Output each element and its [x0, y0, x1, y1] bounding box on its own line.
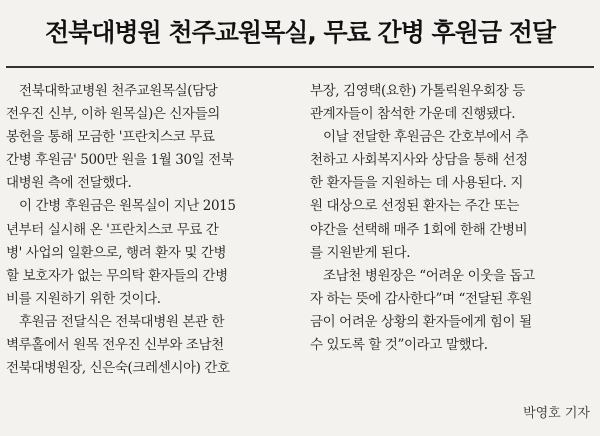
- article-line: 천하고 사회복지사와 상담을 통해 선정: [310, 152, 528, 169]
- article-line: 벽루홀에서 원목 전우진 신부와 조남천: [6, 337, 224, 354]
- article-line: 후원금 전달식은 전북대병원 본관 한: [19, 313, 225, 330]
- article-column-right: [310, 80, 595, 357]
- article-line: 원 대상으로 선정된 환자는 주간 또는: [310, 198, 520, 215]
- article-line: 한 환자들을 지원하는 데 사용된다. 지: [310, 175, 523, 192]
- headline-divider: [6, 66, 594, 68]
- article-line: 전우진 신부, 이하 원목실)은 신자들의: [6, 106, 220, 123]
- article-line: 금이 어려운 상황의 환자들에게 힘이 될: [310, 313, 532, 330]
- article-line: 대병원 측에 전달했다.: [6, 175, 132, 192]
- article-line: 전북대병원장, 신은숙(크레센시아) 간호: [6, 360, 230, 377]
- article-line: 비를 지원하기 위한 것이다.: [6, 290, 161, 307]
- article-line: 봉헌을 통해 모금한 '프란치스코 무료: [6, 129, 215, 146]
- article-line: 이 간병 후원금은 원목실이 지난 2015: [19, 198, 236, 215]
- article-line: 부장, 김영택(요한) 가톨릭원우회장 등: [310, 83, 525, 99]
- article-line: 자 하는 뜻에 감사한다”며 “전달된 후원: [310, 290, 533, 307]
- article-line: 야간을 선택해 매주 1회에 한해 간병비: [310, 221, 528, 238]
- article-line: 병' 사업의 일환으로, 행려 환자 및 간병: [6, 244, 227, 261]
- article-line: 전북대학교병원 천주교원목실(담당: [19, 83, 218, 99]
- article-column-left: [6, 80, 291, 380]
- headline: 전북대병원 천주교원목실, 무료 간병 후원금 전달: [44, 18, 556, 47]
- article-line: 조남천 병원장은 “어려운 이웃을 돕고: [323, 267, 535, 284]
- article-line: 관계자들이 참석한 가운데 진행됐다.: [310, 106, 516, 123]
- article-line: 이날 전달한 후원금은 간호부에서 추: [323, 129, 529, 146]
- byline: 박영호 기자: [523, 406, 590, 421]
- article-line: 년부터 실시해 온 '프란치스코 무료 간: [6, 221, 219, 238]
- article-line: 를 지원받게 된다.: [310, 244, 411, 261]
- article-line: 간병 후원금' 500만 원을 1월 30일 전북: [6, 152, 234, 169]
- article-line: 할 보호자가 없는 무의탁 환자들의 간병: [6, 267, 228, 284]
- article-line: 수 있도록 할 것”이라고 말했다.: [310, 337, 488, 354]
